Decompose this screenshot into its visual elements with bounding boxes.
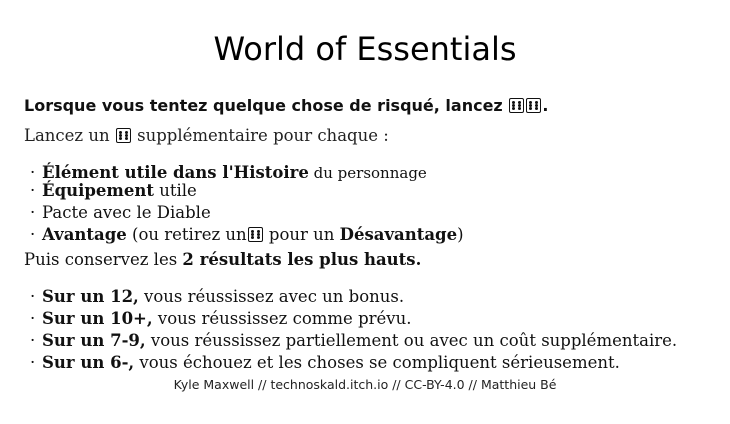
list-item	[30, 181, 197, 200]
list-item	[30, 287, 404, 306]
item-rest: (ou retirez un	[126, 225, 247, 244]
extra-die-line	[24, 126, 389, 145]
bullet: ·	[30, 353, 36, 372]
d6-die-six-icon	[116, 128, 131, 143]
item-bold-2: Désavantage	[339, 225, 458, 244]
d6-die-six-icon	[248, 227, 263, 242]
bullet: ·	[30, 163, 36, 182]
bullet: ·	[30, 225, 36, 244]
keep-line	[24, 250, 421, 269]
bullet: ·	[30, 203, 36, 222]
result-bold: Sur un 7-9,	[42, 331, 146, 350]
bullet: ·	[30, 331, 36, 350]
result-bold: Sur un 12,	[42, 287, 139, 306]
credits-footer: Kyle Maxwell // technoskald.itch.io // CC-BY-4.0 // Matthieu Bé	[173, 377, 557, 392]
intro-line	[24, 96, 548, 115]
bullet: ·	[30, 181, 36, 200]
intro-text: Lorsque vous tentez quelque chose de risqué, lancez	[24, 96, 503, 115]
extra-after: supplémentaire pour chaque :	[137, 126, 389, 145]
result-bold: Sur un 10+,	[42, 309, 153, 328]
list-item	[30, 353, 620, 372]
item-rest: du personnage	[308, 164, 427, 182]
item-bold: Équipement	[42, 181, 154, 200]
result-bold: Sur un 6-,	[42, 353, 135, 372]
list-item	[30, 309, 411, 328]
d6-die-six-icon	[509, 98, 524, 113]
list-item	[30, 331, 677, 350]
bullet: ·	[30, 287, 36, 306]
keep-bold: 2 résultats les plus hauts.	[182, 250, 422, 269]
result-rest: vous réussissez partiellement ou avec un coût supplémentaire.	[145, 331, 678, 350]
item-rest: Pacte avec le Diable	[42, 203, 211, 222]
page-title: World of Essentials	[213, 30, 517, 68]
result-rest: vous échouez et les choses se compliquent sérieusement.	[134, 353, 620, 372]
list-item	[30, 225, 464, 244]
intro-end: .	[542, 96, 549, 115]
list-item	[30, 163, 427, 182]
d6-die-six-icon	[526, 98, 541, 113]
item-bold: Élément utile dans l'Histoire	[42, 163, 309, 182]
item-end: )	[457, 225, 464, 244]
item-after-die: pour un	[263, 225, 340, 244]
item-bold: Avantage	[42, 225, 127, 244]
keep-before: Puis conservez les	[24, 250, 183, 269]
result-rest: vous réussissez avec un bonus.	[138, 287, 405, 306]
bullet: ·	[30, 309, 36, 328]
item-rest: utile	[154, 181, 197, 200]
extra-before: Lancez un	[24, 126, 110, 145]
result-rest: vous réussissez comme prévu.	[152, 309, 412, 328]
list-item	[30, 203, 211, 222]
